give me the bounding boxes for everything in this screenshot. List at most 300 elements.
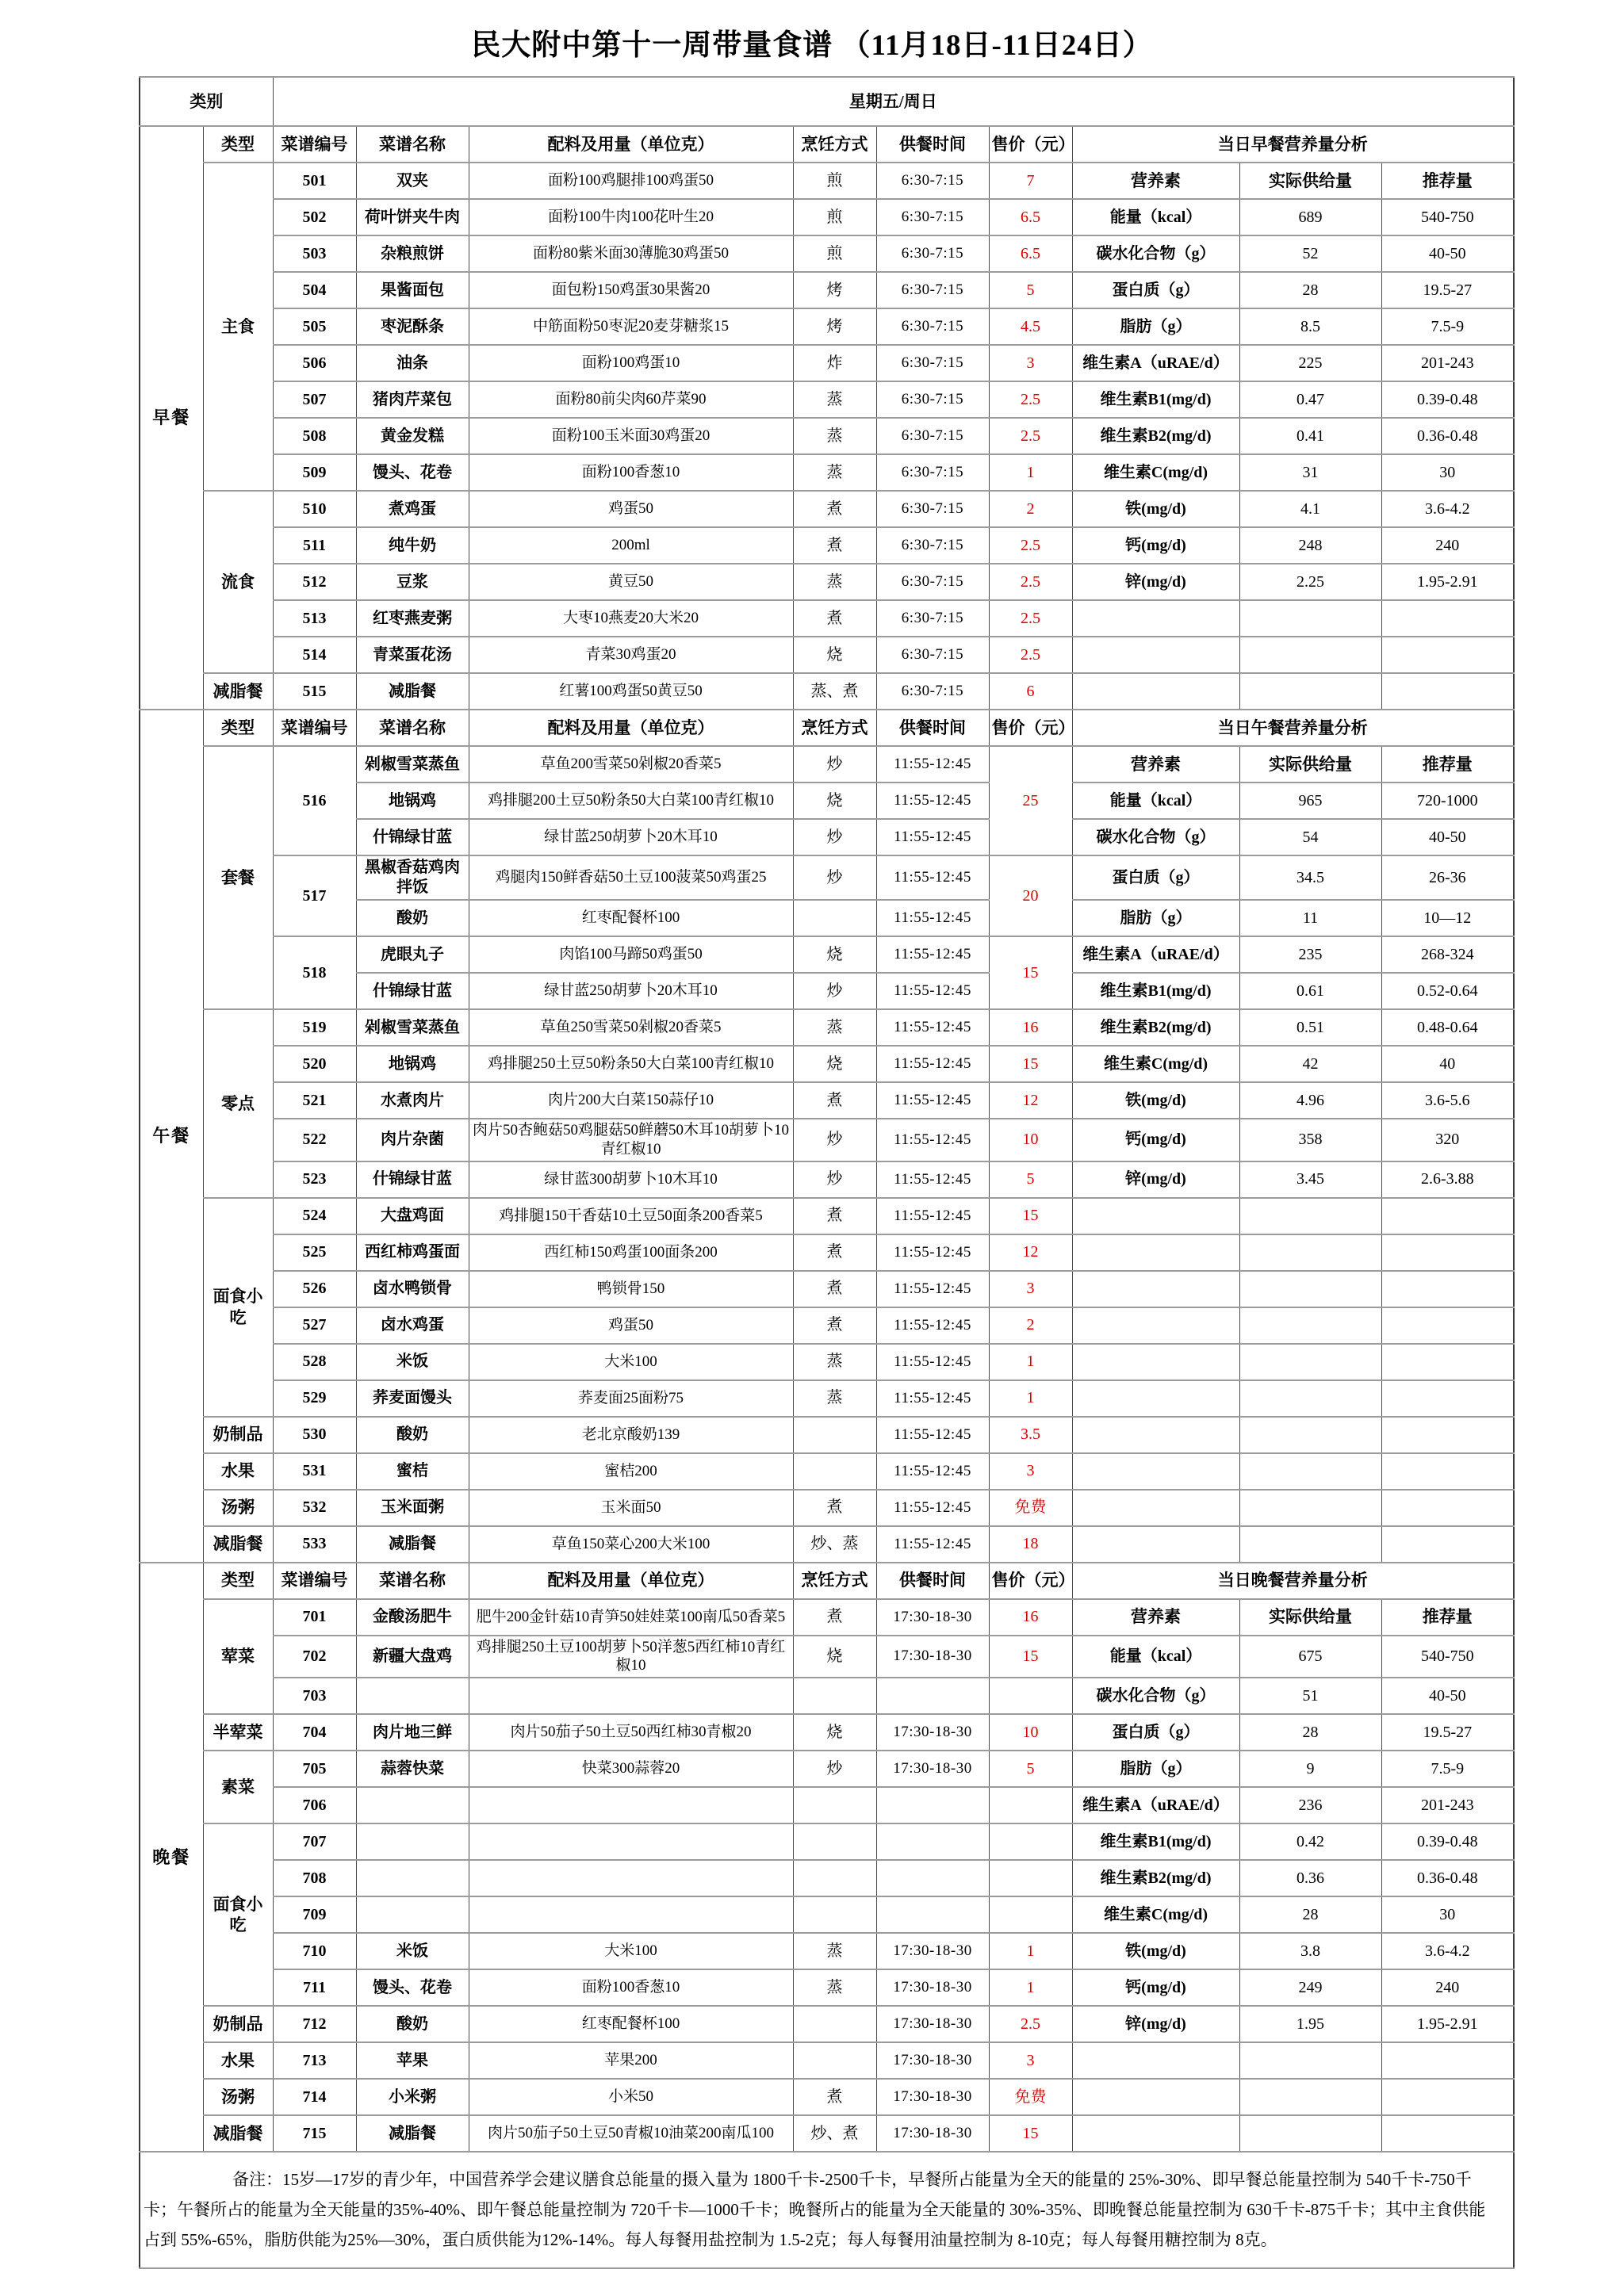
nutrient-recommended-cell <box>1381 1417 1514 1453</box>
serve-time-cell: 6:30-7:15 <box>876 163 989 199</box>
column-header-cell: 售价（元） <box>989 126 1072 163</box>
nutrient-name-cell: 铁(mg/d) <box>1072 491 1239 527</box>
dish-id-cell: 507 <box>273 381 356 418</box>
dish-name-cell: 纯牛奶 <box>356 527 469 564</box>
dish-name-cell: 玉米面粥 <box>356 1490 469 1526</box>
serve-time-cell: 11:55-12:45 <box>876 1234 989 1271</box>
nutrient-name-cell: 钙(mg/d) <box>1072 527 1239 564</box>
dish-id-cell: 527 <box>273 1307 356 1344</box>
dish-id-cell: 520 <box>273 1046 356 1082</box>
column-header-cell: 供餐时间 <box>876 710 989 746</box>
nutrient-name-cell: 营养素 <box>1072 1599 1239 1636</box>
nutrient-recommended-cell: 720-1000 <box>1381 783 1514 819</box>
nutrient-recommended-cell <box>1381 673 1514 710</box>
nutrient-recommended-cell: 3.6-5.6 <box>1381 1082 1514 1119</box>
serve-time-cell: 17:30-18-30 <box>876 1751 989 1787</box>
nutrient-recommended-cell <box>1381 1271 1514 1307</box>
nutrient-recommended-cell: 0.39-0.48 <box>1381 381 1514 418</box>
nutrient-recommended-cell: 1.95-2.91 <box>1381 564 1514 600</box>
price-cell <box>989 1860 1072 1896</box>
cooking-method-cell: 蒸 <box>793 418 876 454</box>
nutrient-actual-cell <box>1239 1490 1381 1526</box>
nutrient-name-cell: 脂肪（g） <box>1072 308 1239 345</box>
dish-name-cell <box>356 1823 469 1860</box>
nutrient-actual-cell: 0.42 <box>1239 1823 1381 1860</box>
dish-name-cell: 剁椒雪菜蒸鱼 <box>356 1009 469 1046</box>
nutrient-name-cell: 钙(mg/d) <box>1072 1119 1239 1161</box>
nutrient-recommended-cell: 320 <box>1381 1119 1514 1161</box>
serve-time-cell: 6:30-7:15 <box>876 637 989 673</box>
nutrient-recommended-cell: 19.5-27 <box>1381 1714 1514 1751</box>
dish-name-cell: 蜜桔 <box>356 1453 469 1490</box>
dish-id-cell: 526 <box>273 1271 356 1307</box>
price-cell: 免费 <box>989 2079 1072 2115</box>
nutrient-actual-cell: 236 <box>1239 1787 1381 1823</box>
cooking-method-cell: 煮 <box>793 1307 876 1344</box>
ingredients-cell: 草鱼250雪菜50剁椒20香菜5 <box>469 1009 793 1046</box>
nutrient-name-cell: 维生素B2(mg/d) <box>1072 1860 1239 1896</box>
serve-time-cell: 11:55-12:45 <box>876 1490 989 1526</box>
nutrient-actual-cell <box>1239 1198 1381 1234</box>
dish-id-cell: 702 <box>273 1636 356 1678</box>
type-cell: 减脂餐 <box>203 1526 273 1563</box>
nutrient-name-cell: 维生素B2(mg/d) <box>1072 418 1239 454</box>
nutrient-actual-cell: 实际供给量 <box>1239 746 1381 783</box>
nutrient-name-cell <box>1072 1307 1239 1344</box>
price-cell: 6.5 <box>989 199 1072 235</box>
serve-time-cell <box>876 1787 989 1823</box>
cooking-method-cell: 烧 <box>793 1636 876 1678</box>
price-cell: 7 <box>989 163 1072 199</box>
price-cell: 免费 <box>989 1490 1072 1526</box>
ingredients-cell: 面包粉150鸡蛋30果酱20 <box>469 272 793 308</box>
nutrient-recommended-cell <box>1381 1526 1514 1563</box>
nutrient-actual-cell: 3.45 <box>1239 1161 1381 1198</box>
cooking-method-cell: 烧 <box>793 783 876 819</box>
nutrient-recommended-cell: 推荐量 <box>1381 163 1514 199</box>
ingredients-cell: 青菜30鸡蛋20 <box>469 637 793 673</box>
nutrient-recommended-cell: 201-243 <box>1381 1787 1514 1823</box>
dish-id-cell: 517 <box>273 855 356 936</box>
nutrient-actual-cell: 0.47 <box>1239 381 1381 418</box>
dish-name-cell: 大盘鸡面 <box>356 1198 469 1234</box>
nutrient-name-cell: 维生素B1(mg/d) <box>1072 381 1239 418</box>
nutrient-actual-cell: 8.5 <box>1239 308 1381 345</box>
dish-id-cell: 524 <box>273 1198 356 1234</box>
nutrient-name-cell: 维生素B1(mg/d) <box>1072 1823 1239 1860</box>
price-cell: 15 <box>989 1636 1072 1678</box>
nutrient-recommended-cell: 0.36-0.48 <box>1381 1860 1514 1896</box>
nutrient-actual-cell: 28 <box>1239 1714 1381 1751</box>
ingredients-cell: 肉片50茄子50土豆50青椒10油菜200南瓜100 <box>469 2115 793 2152</box>
ingredients-cell: 绿甘蓝250胡萝卜20木耳10 <box>469 973 793 1009</box>
serve-time-cell: 6:30-7:15 <box>876 199 989 235</box>
nutrient-recommended-cell: 201-243 <box>1381 345 1514 381</box>
nutrient-name-cell: 营养素 <box>1072 163 1239 199</box>
ingredients-cell: 鸡腿肉150鲜香菇50土豆100菠菜50鸡蛋25 <box>469 855 793 900</box>
nutrient-actual-cell <box>1239 1344 1381 1380</box>
ingredients-cell: 草鱼150菜心200大米100 <box>469 1526 793 1563</box>
ingredients-cell: 西红柿150鸡蛋100面条200 <box>469 1234 793 1271</box>
nutrient-name-cell: 营养素 <box>1072 746 1239 783</box>
serve-time-cell: 17:30-18-30 <box>876 2115 989 2152</box>
serve-time-cell: 11:55-12:45 <box>876 1161 989 1198</box>
cooking-method-cell <box>793 1823 876 1860</box>
price-cell: 3 <box>989 1453 1072 1490</box>
nutrient-actual-cell <box>1239 1417 1381 1453</box>
type-cell: 主食 <box>203 163 273 491</box>
dish-name-cell: 肉片地三鲜 <box>356 1714 469 1751</box>
price-cell: 25 <box>989 746 1072 855</box>
nutrient-name-cell: 脂肪（g） <box>1072 1751 1239 1787</box>
nutrient-recommended-cell <box>1381 2115 1514 2152</box>
column-header-cell: 售价（元） <box>989 710 1072 746</box>
serve-time-cell: 6:30-7:15 <box>876 600 989 637</box>
cooking-method-cell: 炒 <box>793 1119 876 1161</box>
dish-id-cell: 521 <box>273 1082 356 1119</box>
dish-id-cell: 707 <box>273 1823 356 1860</box>
serve-time-cell: 11:55-12:45 <box>876 936 989 973</box>
nutrient-actual-cell: 54 <box>1239 819 1381 855</box>
dish-name-cell <box>356 1678 469 1714</box>
cooking-method-cell <box>793 1678 876 1714</box>
column-header-cell: 菜谱编号 <box>273 126 356 163</box>
dish-id-cell: 712 <box>273 2006 356 2042</box>
ingredients-cell: 面粉80紫米面30薄脆30鸡蛋50 <box>469 235 793 272</box>
nutrient-actual-cell: 225 <box>1239 345 1381 381</box>
nutrient-actual-cell <box>1239 2079 1381 2115</box>
ingredients-cell <box>469 1860 793 1896</box>
dish-id-cell: 503 <box>273 235 356 272</box>
nutrient-recommended-cell: 推荐量 <box>1381 1599 1514 1636</box>
nutrient-recommended-cell: 3.6-4.2 <box>1381 491 1514 527</box>
cooking-method-cell: 烧 <box>793 1046 876 1082</box>
nutrient-actual-cell: 0.36 <box>1239 1860 1381 1896</box>
dish-id-cell: 704 <box>273 1714 356 1751</box>
nutrient-name-cell: 钙(mg/d) <box>1072 1969 1239 2006</box>
dish-id-cell: 525 <box>273 1234 356 1271</box>
dish-name-cell: 西红柿鸡蛋面 <box>356 1234 469 1271</box>
dish-id-cell: 709 <box>273 1896 356 1933</box>
cooking-method-cell: 烤 <box>793 272 876 308</box>
dish-name-cell <box>356 1896 469 1933</box>
cooking-method-cell: 炒、蒸 <box>793 1526 876 1563</box>
ingredients-cell: 红枣配餐杯100 <box>469 2006 793 2042</box>
cooking-method-cell: 蒸 <box>793 1009 876 1046</box>
serve-time-cell: 11:55-12:45 <box>876 973 989 1009</box>
dish-name-cell: 小米粥 <box>356 2079 469 2115</box>
nutrient-recommended-cell <box>1381 1453 1514 1490</box>
price-cell: 2 <box>989 491 1072 527</box>
dish-id-cell: 710 <box>273 1933 356 1969</box>
cooking-method-cell: 炒 <box>793 819 876 855</box>
cooking-method-cell: 烧 <box>793 936 876 973</box>
ingredients-cell: 面粉100香葱10 <box>469 454 793 491</box>
serve-time-cell: 11:55-12:45 <box>876 900 989 936</box>
dish-id-cell: 508 <box>273 418 356 454</box>
nutrient-name-cell: 蛋白质（g） <box>1072 272 1239 308</box>
ingredients-cell: 鸭锁骨150 <box>469 1271 793 1307</box>
serve-time-cell: 11:55-12:45 <box>876 1380 989 1417</box>
nutrient-name-cell: 碳水化合物（g） <box>1072 1678 1239 1714</box>
nutrient-recommended-cell <box>1381 1234 1514 1271</box>
dish-name-cell: 杂粮煎饼 <box>356 235 469 272</box>
serve-time-cell: 6:30-7:15 <box>876 527 989 564</box>
ingredients-cell <box>469 1896 793 1933</box>
cooking-method-cell: 烧 <box>793 637 876 673</box>
nutrient-recommended-cell: 10—12 <box>1381 900 1514 936</box>
column-header-cell: 烹饪方式 <box>793 1563 876 1599</box>
dish-name-cell: 减脂餐 <box>356 2115 469 2152</box>
type-cell: 面食小吃 <box>203 1823 273 2006</box>
dish-name-cell: 水煮肉片 <box>356 1082 469 1119</box>
price-cell: 3 <box>989 345 1072 381</box>
dish-id-cell: 519 <box>273 1009 356 1046</box>
nutrient-name-cell <box>1072 2115 1239 2152</box>
nutrient-recommended-cell: 推荐量 <box>1381 746 1514 783</box>
nutrient-actual-cell: 实际供给量 <box>1239 1599 1381 1636</box>
nutrient-actual-cell <box>1239 2115 1381 2152</box>
analysis-header-cell: 当日早餐营养量分析 <box>1072 126 1514 163</box>
serve-time-cell <box>876 1823 989 1860</box>
ingredients-cell <box>469 1823 793 1860</box>
nutrient-actual-cell: 51 <box>1239 1678 1381 1714</box>
dish-id-cell: 502 <box>273 199 356 235</box>
cooking-method-cell: 蒸、煮 <box>793 673 876 710</box>
dish-id-cell: 510 <box>273 491 356 527</box>
nutrient-actual-cell: 1.95 <box>1239 2006 1381 2042</box>
ingredients-cell: 面粉100鸡蛋10 <box>469 345 793 381</box>
nutrient-recommended-cell <box>1381 1198 1514 1234</box>
price-cell: 10 <box>989 1714 1072 1751</box>
nutrient-name-cell: 蛋白质（g） <box>1072 1714 1239 1751</box>
dish-id-cell: 506 <box>273 345 356 381</box>
dish-name-cell: 什锦绿甘蓝 <box>356 973 469 1009</box>
dish-name-cell: 肉片杂菌 <box>356 1119 469 1161</box>
category-header-cell: 类别 <box>140 77 273 126</box>
cooking-method-cell: 炒 <box>793 1751 876 1787</box>
dish-name-cell: 新疆大盘鸡 <box>356 1636 469 1678</box>
cooking-method-cell: 炒 <box>793 746 876 783</box>
serve-time-cell <box>876 1678 989 1714</box>
dish-id-cell: 528 <box>273 1344 356 1380</box>
nutrient-recommended-cell: 7.5-9 <box>1381 1751 1514 1787</box>
price-cell: 1 <box>989 1380 1072 1417</box>
nutrient-actual-cell <box>1239 1526 1381 1563</box>
dish-name-cell: 酸奶 <box>356 900 469 936</box>
cooking-method-cell: 煎 <box>793 235 876 272</box>
nutrient-actual-cell <box>1239 600 1381 637</box>
nutrient-actual-cell: 4.1 <box>1239 491 1381 527</box>
serve-time-cell: 11:55-12:45 <box>876 1271 989 1307</box>
type-cell: 套餐 <box>203 746 273 1009</box>
serve-time-cell: 11:55-12:45 <box>876 1417 989 1453</box>
type-cell: 半荤菜 <box>203 1714 273 1751</box>
dish-name-cell: 油条 <box>356 345 469 381</box>
price-cell: 2 <box>989 1307 1072 1344</box>
cooking-method-cell: 煮 <box>793 491 876 527</box>
cooking-method-cell: 煮 <box>793 1271 876 1307</box>
dish-name-cell: 果酱面包 <box>356 272 469 308</box>
price-cell: 12 <box>989 1234 1072 1271</box>
cooking-method-cell: 煮 <box>793 1082 876 1119</box>
column-header-cell: 供餐时间 <box>876 126 989 163</box>
nutrient-recommended-cell: 40-50 <box>1381 235 1514 272</box>
type-cell: 素菜 <box>203 1751 273 1823</box>
nutrient-recommended-cell: 30 <box>1381 454 1514 491</box>
nutrient-name-cell: 维生素C(mg/d) <box>1072 1046 1239 1082</box>
dish-name-cell: 苹果 <box>356 2042 469 2079</box>
nutrient-name-cell: 维生素B1(mg/d) <box>1072 973 1239 1009</box>
cooking-method-cell: 煮 <box>793 2079 876 2115</box>
nutrient-actual-cell <box>1239 2042 1381 2079</box>
nutrient-recommended-cell: 0.36-0.48 <box>1381 418 1514 454</box>
serve-time-cell: 17:30-18-30 <box>876 2006 989 2042</box>
dish-id-cell: 511 <box>273 527 356 564</box>
nutrient-name-cell: 能量（kcal） <box>1072 199 1239 235</box>
cooking-method-cell: 煮 <box>793 600 876 637</box>
ingredients-cell: 中筋面粉50枣泥20麦芽糖浆15 <box>469 308 793 345</box>
dish-name-cell: 减脂餐 <box>356 673 469 710</box>
nutrient-name-cell <box>1072 1234 1239 1271</box>
price-cell: 3 <box>989 2042 1072 2079</box>
serve-time-cell: 6:30-7:15 <box>876 345 989 381</box>
cooking-method-cell: 炒 <box>793 1161 876 1198</box>
dish-id-cell: 705 <box>273 1751 356 1787</box>
ingredients-cell: 玉米面50 <box>469 1490 793 1526</box>
nutrient-recommended-cell: 3.6-4.2 <box>1381 1933 1514 1969</box>
cooking-method-cell: 蒸 <box>793 1380 876 1417</box>
dish-id-cell: 530 <box>273 1417 356 1453</box>
dish-name-cell: 米饭 <box>356 1933 469 1969</box>
ingredients-cell: 鸡排腿250土豆50粉条50大白菜100青红椒10 <box>469 1046 793 1082</box>
cooking-method-cell: 煮 <box>793 1599 876 1636</box>
nutrient-recommended-cell <box>1381 1490 1514 1526</box>
nutrient-actual-cell <box>1239 1453 1381 1490</box>
price-cell: 2.5 <box>989 637 1072 673</box>
nutrient-name-cell <box>1072 1198 1239 1234</box>
column-header-cell: 烹饪方式 <box>793 710 876 746</box>
serve-time-cell: 11:55-12:45 <box>876 819 989 855</box>
column-header-cell: 菜谱名称 <box>356 710 469 746</box>
nutrient-actual-cell: 4.96 <box>1239 1082 1381 1119</box>
dish-id-cell: 501 <box>273 163 356 199</box>
nutrient-name-cell: 铁(mg/d) <box>1072 1082 1239 1119</box>
ingredients-cell: 绿甘蓝250胡萝卜20木耳10 <box>469 819 793 855</box>
dish-name-cell: 猪肉芹菜包 <box>356 381 469 418</box>
serve-time-cell: 11:55-12:45 <box>876 1119 989 1161</box>
dish-id-cell: 532 <box>273 1490 356 1526</box>
dish-name-cell: 荞麦面馒头 <box>356 1380 469 1417</box>
dish-id-cell: 509 <box>273 454 356 491</box>
dish-name-cell: 什锦绿甘蓝 <box>356 819 469 855</box>
cooking-method-cell <box>793 1860 876 1896</box>
nutrient-name-cell <box>1072 637 1239 673</box>
nutrient-name-cell <box>1072 1380 1239 1417</box>
nutrient-actual-cell: 42 <box>1239 1046 1381 1082</box>
type-cell: 汤粥 <box>203 1490 273 1526</box>
nutrient-recommended-cell: 240 <box>1381 527 1514 564</box>
ingredients-cell: 面粉80前尖肉60芹菜90 <box>469 381 793 418</box>
dish-id-cell: 504 <box>273 272 356 308</box>
dish-name-cell: 剁椒雪菜蒸鱼 <box>356 746 469 783</box>
serve-time-cell: 11:55-12:45 <box>876 1046 989 1082</box>
price-cell: 2.5 <box>989 564 1072 600</box>
dish-name-cell: 青菜蛋花汤 <box>356 637 469 673</box>
cooking-method-cell: 蒸 <box>793 564 876 600</box>
nutrient-actual-cell: 实际供给量 <box>1239 163 1381 199</box>
serve-time-cell: 11:55-12:45 <box>876 1198 989 1234</box>
dish-name-cell <box>356 1787 469 1823</box>
cooking-method-cell <box>793 2006 876 2042</box>
nutrient-recommended-cell: 40-50 <box>1381 1678 1514 1714</box>
ingredients-cell: 老北京酸奶139 <box>469 1417 793 1453</box>
price-cell: 16 <box>989 1599 1072 1636</box>
nutrient-actual-cell: 249 <box>1239 1969 1381 2006</box>
dish-name-cell: 黑椒香菇鸡肉拌饭 <box>356 855 469 900</box>
ingredients-cell: 大米100 <box>469 1344 793 1380</box>
nutrient-recommended-cell: 0.39-0.48 <box>1381 1823 1514 1860</box>
column-header-cell: 类型 <box>203 1563 273 1599</box>
nutrient-recommended-cell: 40-50 <box>1381 819 1514 855</box>
price-cell: 15 <box>989 1198 1072 1234</box>
note-text: 备注：15岁—17岁的青少年，中国营养学会建议膳食总能量的摄入量为 1800千卡-2500千卡，早餐所占能量为全天的能量的 25%-30%、即早餐总能量控制为 540千卡-750千卡；午餐所占的能量为全天能量的35%-40%、即午餐总能量控制为 720千卡—1000千卡；晚餐所占的能量为全天能量的 30%-35%、即晚餐总能量控制为 630千卡-875千卡；其中主食供能占到 55%-65%，脂肪供能为25%—30%，蛋白质供能为12%-14%。每人每餐用盐控制为 1.5-2克；每人每餐用油量控制为 8-10克；每人每餐用糖控制为 8克。 <box>144 2170 1486 2249</box>
ingredients-cell: 肥牛200金针菇10青笋50娃娃菜100南瓜50香菜5 <box>469 1599 793 1636</box>
meal-cell: 午餐 <box>140 710 203 1563</box>
ingredients-cell: 面粉100鸡腿排100鸡蛋50 <box>469 163 793 199</box>
dish-id-cell: 701 <box>273 1599 356 1636</box>
cooking-method-cell: 蒸 <box>793 1969 876 2006</box>
price-cell: 5 <box>989 272 1072 308</box>
dish-name-cell: 枣泥酥条 <box>356 308 469 345</box>
dish-id-cell: 711 <box>273 1969 356 2006</box>
dish-name-cell: 酸奶 <box>356 1417 469 1453</box>
dish-id-cell: 533 <box>273 1526 356 1563</box>
nutrient-name-cell: 维生素A（uRAE/d） <box>1072 1787 1239 1823</box>
serve-time-cell: 6:30-7:15 <box>876 308 989 345</box>
ingredients-cell: 面粉100玉米面30鸡蛋20 <box>469 418 793 454</box>
ingredients-cell: 鸡蛋50 <box>469 491 793 527</box>
ingredients-cell: 面粉100香葱10 <box>469 1969 793 2006</box>
dish-name-cell: 双夹 <box>356 163 469 199</box>
serve-time-cell: 17:30-18-30 <box>876 1599 989 1636</box>
nutrient-actual-cell: 0.51 <box>1239 1009 1381 1046</box>
column-header-cell: 烹饪方式 <box>793 126 876 163</box>
price-cell: 15 <box>989 2115 1072 2152</box>
column-header-cell: 菜谱编号 <box>273 710 356 746</box>
note-cell <box>140 2152 1514 2268</box>
nutrient-recommended-cell: 240 <box>1381 1969 1514 2006</box>
nutrient-name-cell: 维生素B2(mg/d) <box>1072 1009 1239 1046</box>
nutrient-actual-cell: 9 <box>1239 1751 1381 1787</box>
ingredients-cell <box>469 1787 793 1823</box>
nutrient-name-cell <box>1072 673 1239 710</box>
price-cell: 12 <box>989 1082 1072 1119</box>
type-cell: 水果 <box>203 2042 273 2079</box>
column-header-cell: 配料及用量（单位克） <box>469 126 793 163</box>
cooking-method-cell: 烧 <box>793 1714 876 1751</box>
type-cell: 减脂餐 <box>203 2115 273 2152</box>
nutrient-name-cell <box>1072 1490 1239 1526</box>
cooking-method-cell: 煮 <box>793 1198 876 1234</box>
nutrient-name-cell: 铁(mg/d) <box>1072 1933 1239 1969</box>
price-cell: 2.5 <box>989 600 1072 637</box>
type-cell: 荤菜 <box>203 1599 273 1715</box>
price-cell: 20 <box>989 855 1072 936</box>
nutrient-recommended-cell: 268-324 <box>1381 936 1514 973</box>
serve-time-cell: 6:30-7:15 <box>876 491 989 527</box>
dish-id-cell: 512 <box>273 564 356 600</box>
